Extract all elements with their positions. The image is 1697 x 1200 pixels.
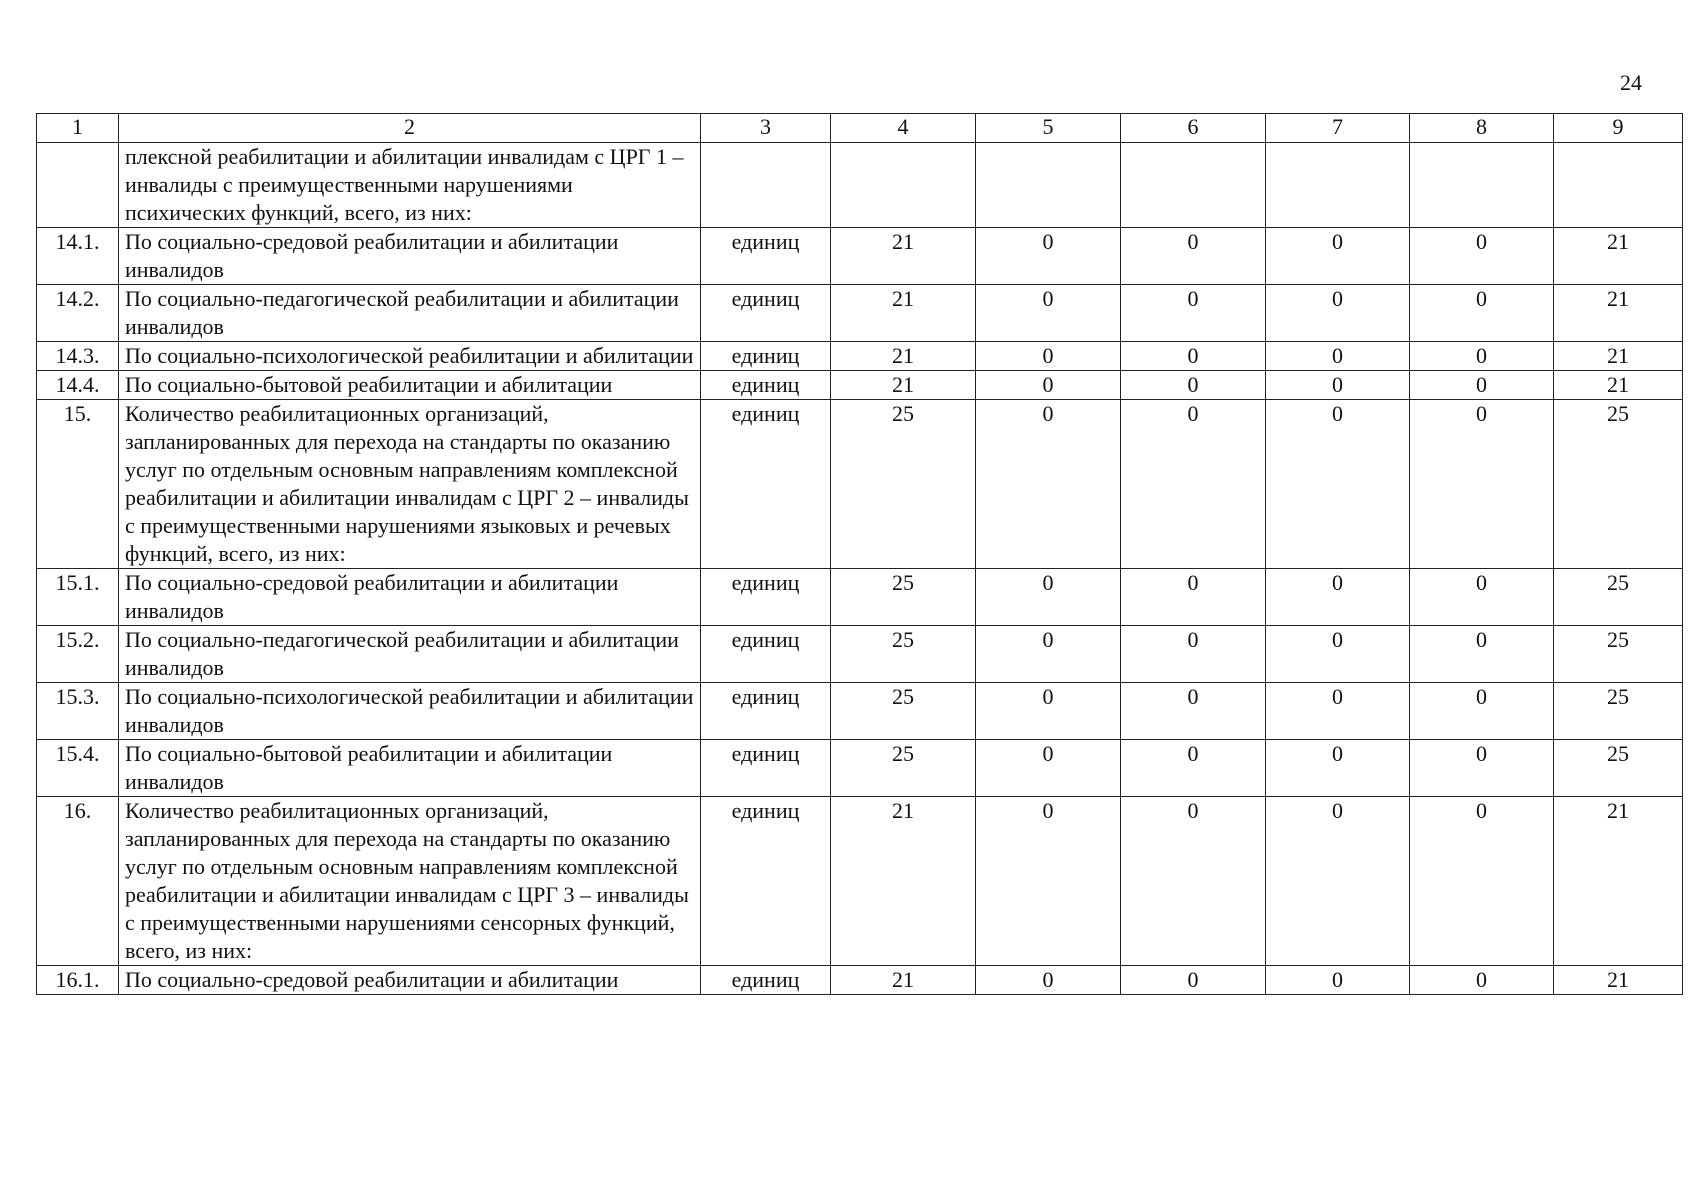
header-cell: 8	[1410, 114, 1554, 143]
row-value: 0	[1266, 285, 1410, 342]
row-value: 0	[976, 400, 1121, 569]
row-value: 25	[1554, 683, 1683, 740]
row-unit: единиц	[701, 569, 831, 626]
table-row	[37, 626, 1683, 683]
row-value	[976, 143, 1121, 228]
row-unit: единиц	[701, 371, 831, 400]
row-value	[1121, 143, 1266, 228]
row-value: 21	[1554, 285, 1683, 342]
row-unit: единиц	[701, 342, 831, 371]
row-value: 0	[976, 966, 1121, 995]
row-value: 0	[976, 626, 1121, 683]
row-unit: единиц	[701, 683, 831, 740]
row-number: 14.4.	[37, 371, 119, 400]
row-value: 25	[1554, 740, 1683, 797]
row-value: 0	[1410, 569, 1554, 626]
header-cell: 5	[976, 114, 1121, 143]
header-cell: 4	[831, 114, 976, 143]
row-value	[831, 143, 976, 228]
row-description: плексной реабилитации и абилитации инвалидам с ЦРГ 1 – инвалиды с преимущественными нарушениями психических функций, всего, из них:	[119, 143, 701, 228]
row-value: 0	[1266, 683, 1410, 740]
row-value	[1410, 143, 1554, 228]
row-number: 14.1.	[37, 228, 119, 285]
row-value	[1266, 143, 1410, 228]
row-value: 0	[1410, 683, 1554, 740]
row-value: 0	[1266, 371, 1410, 400]
row-value: 21	[1554, 797, 1683, 966]
header-cell: 1	[37, 114, 119, 143]
row-value: 0	[1410, 228, 1554, 285]
row-value	[1554, 143, 1683, 228]
row-unit: единиц	[701, 285, 831, 342]
row-value: 0	[1266, 569, 1410, 626]
row-value: 21	[1554, 342, 1683, 371]
row-value: 21	[831, 966, 976, 995]
row-value: 0	[1410, 966, 1554, 995]
row-value: 0	[1121, 569, 1266, 626]
row-value: 0	[976, 683, 1121, 740]
row-number: 15.2.	[37, 626, 119, 683]
row-value: 0	[1410, 740, 1554, 797]
row-value: 0	[1121, 400, 1266, 569]
data-table	[36, 113, 1683, 995]
row-value: 0	[1121, 371, 1266, 400]
table-row	[37, 740, 1683, 797]
row-description: Количество реабилитационных организаций, запланированных для перехода на стандарты по оказанию услуг по отдельным основным направлениям комплексной реабилитации и абилитации инвалидам с ЦРГ 3 – инвалиды с преимущественными нарушениями сенсорных функций, всего, из них:	[119, 797, 701, 966]
row-description: По социально-средовой реабилитации и абилитации	[119, 966, 701, 995]
row-number: 15.3.	[37, 683, 119, 740]
page-number: 24	[1620, 70, 1642, 95]
row-number: 15.1.	[37, 569, 119, 626]
row-value: 21	[831, 797, 976, 966]
row-unit	[701, 143, 831, 228]
row-value: 25	[831, 626, 976, 683]
row-value: 0	[1410, 626, 1554, 683]
row-value: 0	[1121, 626, 1266, 683]
table-body	[37, 114, 1683, 995]
table-row	[37, 342, 1683, 371]
row-value: 0	[1266, 228, 1410, 285]
table-row	[37, 371, 1683, 400]
header-cell: 3	[701, 114, 831, 143]
header-cell: 9	[1554, 114, 1683, 143]
row-value: 0	[1410, 371, 1554, 400]
table-row	[37, 228, 1683, 285]
row-value: 0	[976, 228, 1121, 285]
table-row	[37, 143, 1683, 228]
row-value: 0	[1410, 285, 1554, 342]
row-value: 21	[831, 285, 976, 342]
row-description: По социально-психологической реабилитации и абилитации	[119, 342, 701, 371]
row-value: 0	[1410, 797, 1554, 966]
row-unit: единиц	[701, 740, 831, 797]
row-value: 21	[1554, 228, 1683, 285]
row-value: 0	[1266, 400, 1410, 569]
row-description: По социально-педагогической реабилитации и абилитации инвалидов	[119, 285, 701, 342]
row-value: 25	[1554, 400, 1683, 569]
row-unit: единиц	[701, 228, 831, 285]
row-value: 25	[831, 683, 976, 740]
row-description: По социально-психологической реабилитации и абилитации инвалидов	[119, 683, 701, 740]
header-row	[37, 114, 1683, 143]
row-value: 21	[831, 228, 976, 285]
row-value: 25	[831, 400, 976, 569]
row-value: 0	[1266, 342, 1410, 371]
row-unit: единиц	[701, 797, 831, 966]
row-value: 0	[1121, 683, 1266, 740]
row-description: По социально-бытовой реабилитации и абилитации инвалидов	[119, 740, 701, 797]
row-value: 0	[976, 342, 1121, 371]
row-value: 0	[1266, 626, 1410, 683]
row-value: 0	[1266, 966, 1410, 995]
row-number: 16.	[37, 797, 119, 966]
row-value: 25	[1554, 626, 1683, 683]
row-unit: единиц	[701, 400, 831, 569]
row-value: 0	[976, 371, 1121, 400]
row-value: 0	[1410, 400, 1554, 569]
row-unit: единиц	[701, 966, 831, 995]
row-value: 0	[1121, 342, 1266, 371]
row-value: 25	[831, 740, 976, 797]
row-value: 25	[831, 569, 976, 626]
header-cell: 7	[1266, 114, 1410, 143]
row-number: 14.3.	[37, 342, 119, 371]
row-value: 21	[831, 371, 976, 400]
row-unit: единиц	[701, 626, 831, 683]
header-cell: 2	[119, 114, 701, 143]
row-number: 14.2.	[37, 285, 119, 342]
table-row	[37, 683, 1683, 740]
row-description: Количество реабилитационных организаций, запланированных для перехода на стандарты по оказанию услуг по отдельным основным направлениям комплексной реабилитации и абилитации инвалидам с ЦРГ 2 – инвалиды с преимущественными нарушениями языковых и речевых функций, всего, из них:	[119, 400, 701, 569]
row-value: 0	[1121, 797, 1266, 966]
row-description: По социально-бытовой реабилитации и абилитации	[119, 371, 701, 400]
row-value: 0	[1121, 740, 1266, 797]
row-number: 15.4.	[37, 740, 119, 797]
row-value: 0	[1266, 740, 1410, 797]
row-value: 0	[1266, 797, 1410, 966]
table-row	[37, 400, 1683, 569]
row-number: 16.1.	[37, 966, 119, 995]
row-value: 0	[976, 740, 1121, 797]
row-description: По социально-средовой реабилитации и абилитации инвалидов	[119, 569, 701, 626]
row-value: 0	[976, 285, 1121, 342]
row-description: По социально-педагогической реабилитации и абилитации инвалидов	[119, 626, 701, 683]
table-row	[37, 966, 1683, 995]
row-value: 21	[831, 342, 976, 371]
row-description: По социально-средовой реабилитации и абилитации инвалидов	[119, 228, 701, 285]
row-value: 0	[1410, 342, 1554, 371]
row-number	[37, 143, 119, 228]
row-value: 0	[1121, 966, 1266, 995]
row-value: 0	[976, 569, 1121, 626]
row-value: 0	[976, 797, 1121, 966]
row-value: 0	[1121, 228, 1266, 285]
table-row	[37, 797, 1683, 966]
row-value: 0	[1121, 285, 1266, 342]
table-row	[37, 569, 1683, 626]
row-value: 21	[1554, 966, 1683, 995]
table-row	[37, 285, 1683, 342]
row-value: 21	[1554, 371, 1683, 400]
row-number: 15.	[37, 400, 119, 569]
row-value: 25	[1554, 569, 1683, 626]
header-cell: 6	[1121, 114, 1266, 143]
